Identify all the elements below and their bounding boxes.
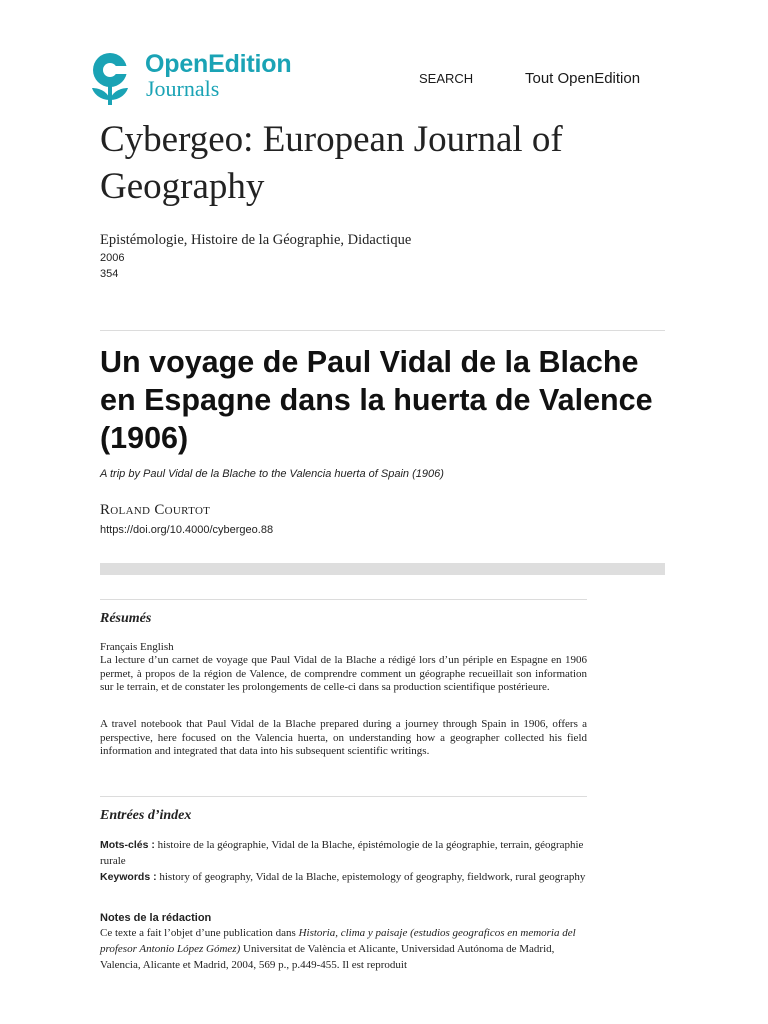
divider — [100, 330, 665, 331]
doi-link[interactable]: https://doi.org/10.4000/cybergeo.88 — [100, 524, 274, 536]
notes-heading: Notes de la rédaction — [100, 912, 212, 924]
issue-year: 2006 — [100, 252, 125, 264]
abstract-fr: La lecture d’un carnet de voyage que Paul Vidal de la Blache a rédigé lors d’un périple en Espagne en 1906 permet, à propos de la région de Valence, de comprendre comment un géographe recueillait son information sur le terrain, et de constater les prolongements de celle-ci dans sa production scientifique postérieure. — [100, 654, 587, 694]
article-title: Un voyage de Paul Vidal de la Blache en Espagne dans la huerta de Valence (1906) — [100, 345, 653, 455]
brand-name[interactable]: OpenEdition — [145, 50, 292, 78]
keywords-fr-label: Mots-clés : — [100, 839, 155, 851]
notes-text-part2: Universitat de València et Alicante, Universidad Autónoma de Madrid, Valencia, Alicante et Madrid, 2004, 569 p., p.449-455. Il est reproduit — [100, 943, 555, 971]
keywords-en-values[interactable]: history of geography, Vidal de la Blache, epistemology of geography, fieldwork, rural geography — [159, 871, 586, 883]
divider — [100, 599, 587, 600]
keywords-en-label: Keywords : — [100, 871, 157, 883]
divider — [100, 796, 587, 797]
resumes-heading: Résumés — [100, 611, 152, 626]
notes-book-title: Historia, clima y paisaje (estudios geograficos en memoria del profesor Antonio López Gómez) — [100, 927, 576, 955]
language-switch — [100, 641, 174, 653]
index-heading: Entrées d’index — [100, 808, 192, 823]
keywords-fr-values[interactable]: histoire de la géographie, Vidal de la Blache, épistémologie de la géographie, terrain, géographie rurale — [100, 839, 584, 867]
article-subtitle: A trip by Paul Vidal de la Blache to the Valencia huerta of Spain (1906) — [100, 468, 444, 480]
notes-text-part1: Ce texte a fait l’objet d’une publication dans — [100, 927, 299, 939]
issue-number: 354 — [100, 268, 119, 280]
search-link[interactable]: SEARCH — [419, 71, 474, 86]
abstract-en: A travel notebook that Paul Vidal de la Blache prepared during a journey through Spain in 1906, offers a perspective, here focused on the Valencia huerta, on understanding how a geographer collected his field information and integrated that data into his subsequent scientific writings. — [100, 718, 587, 758]
keywords-fr — [100, 837, 587, 869]
divider-band — [100, 563, 665, 575]
keywords-en — [100, 869, 587, 885]
notes-text — [100, 925, 587, 973]
brand-subtitle[interactable]: Journals — [146, 76, 220, 101]
site-header — [0, 0, 768, 110]
openedition-flower-icon[interactable] — [86, 50, 134, 108]
author-name[interactable]: Roland Courtot — [100, 502, 211, 518]
section-name[interactable]: Epistémologie, Histoire de la Géographie, Didactique — [100, 232, 412, 248]
lang-en-link[interactable]: English — [140, 641, 174, 653]
tout-openedition-link[interactable]: Tout OpenEdition — [525, 70, 641, 87]
journal-title[interactable]: Cybergeo: European Journal of Geography — [100, 119, 563, 207]
lang-fr-link[interactable]: Français — [100, 641, 138, 653]
